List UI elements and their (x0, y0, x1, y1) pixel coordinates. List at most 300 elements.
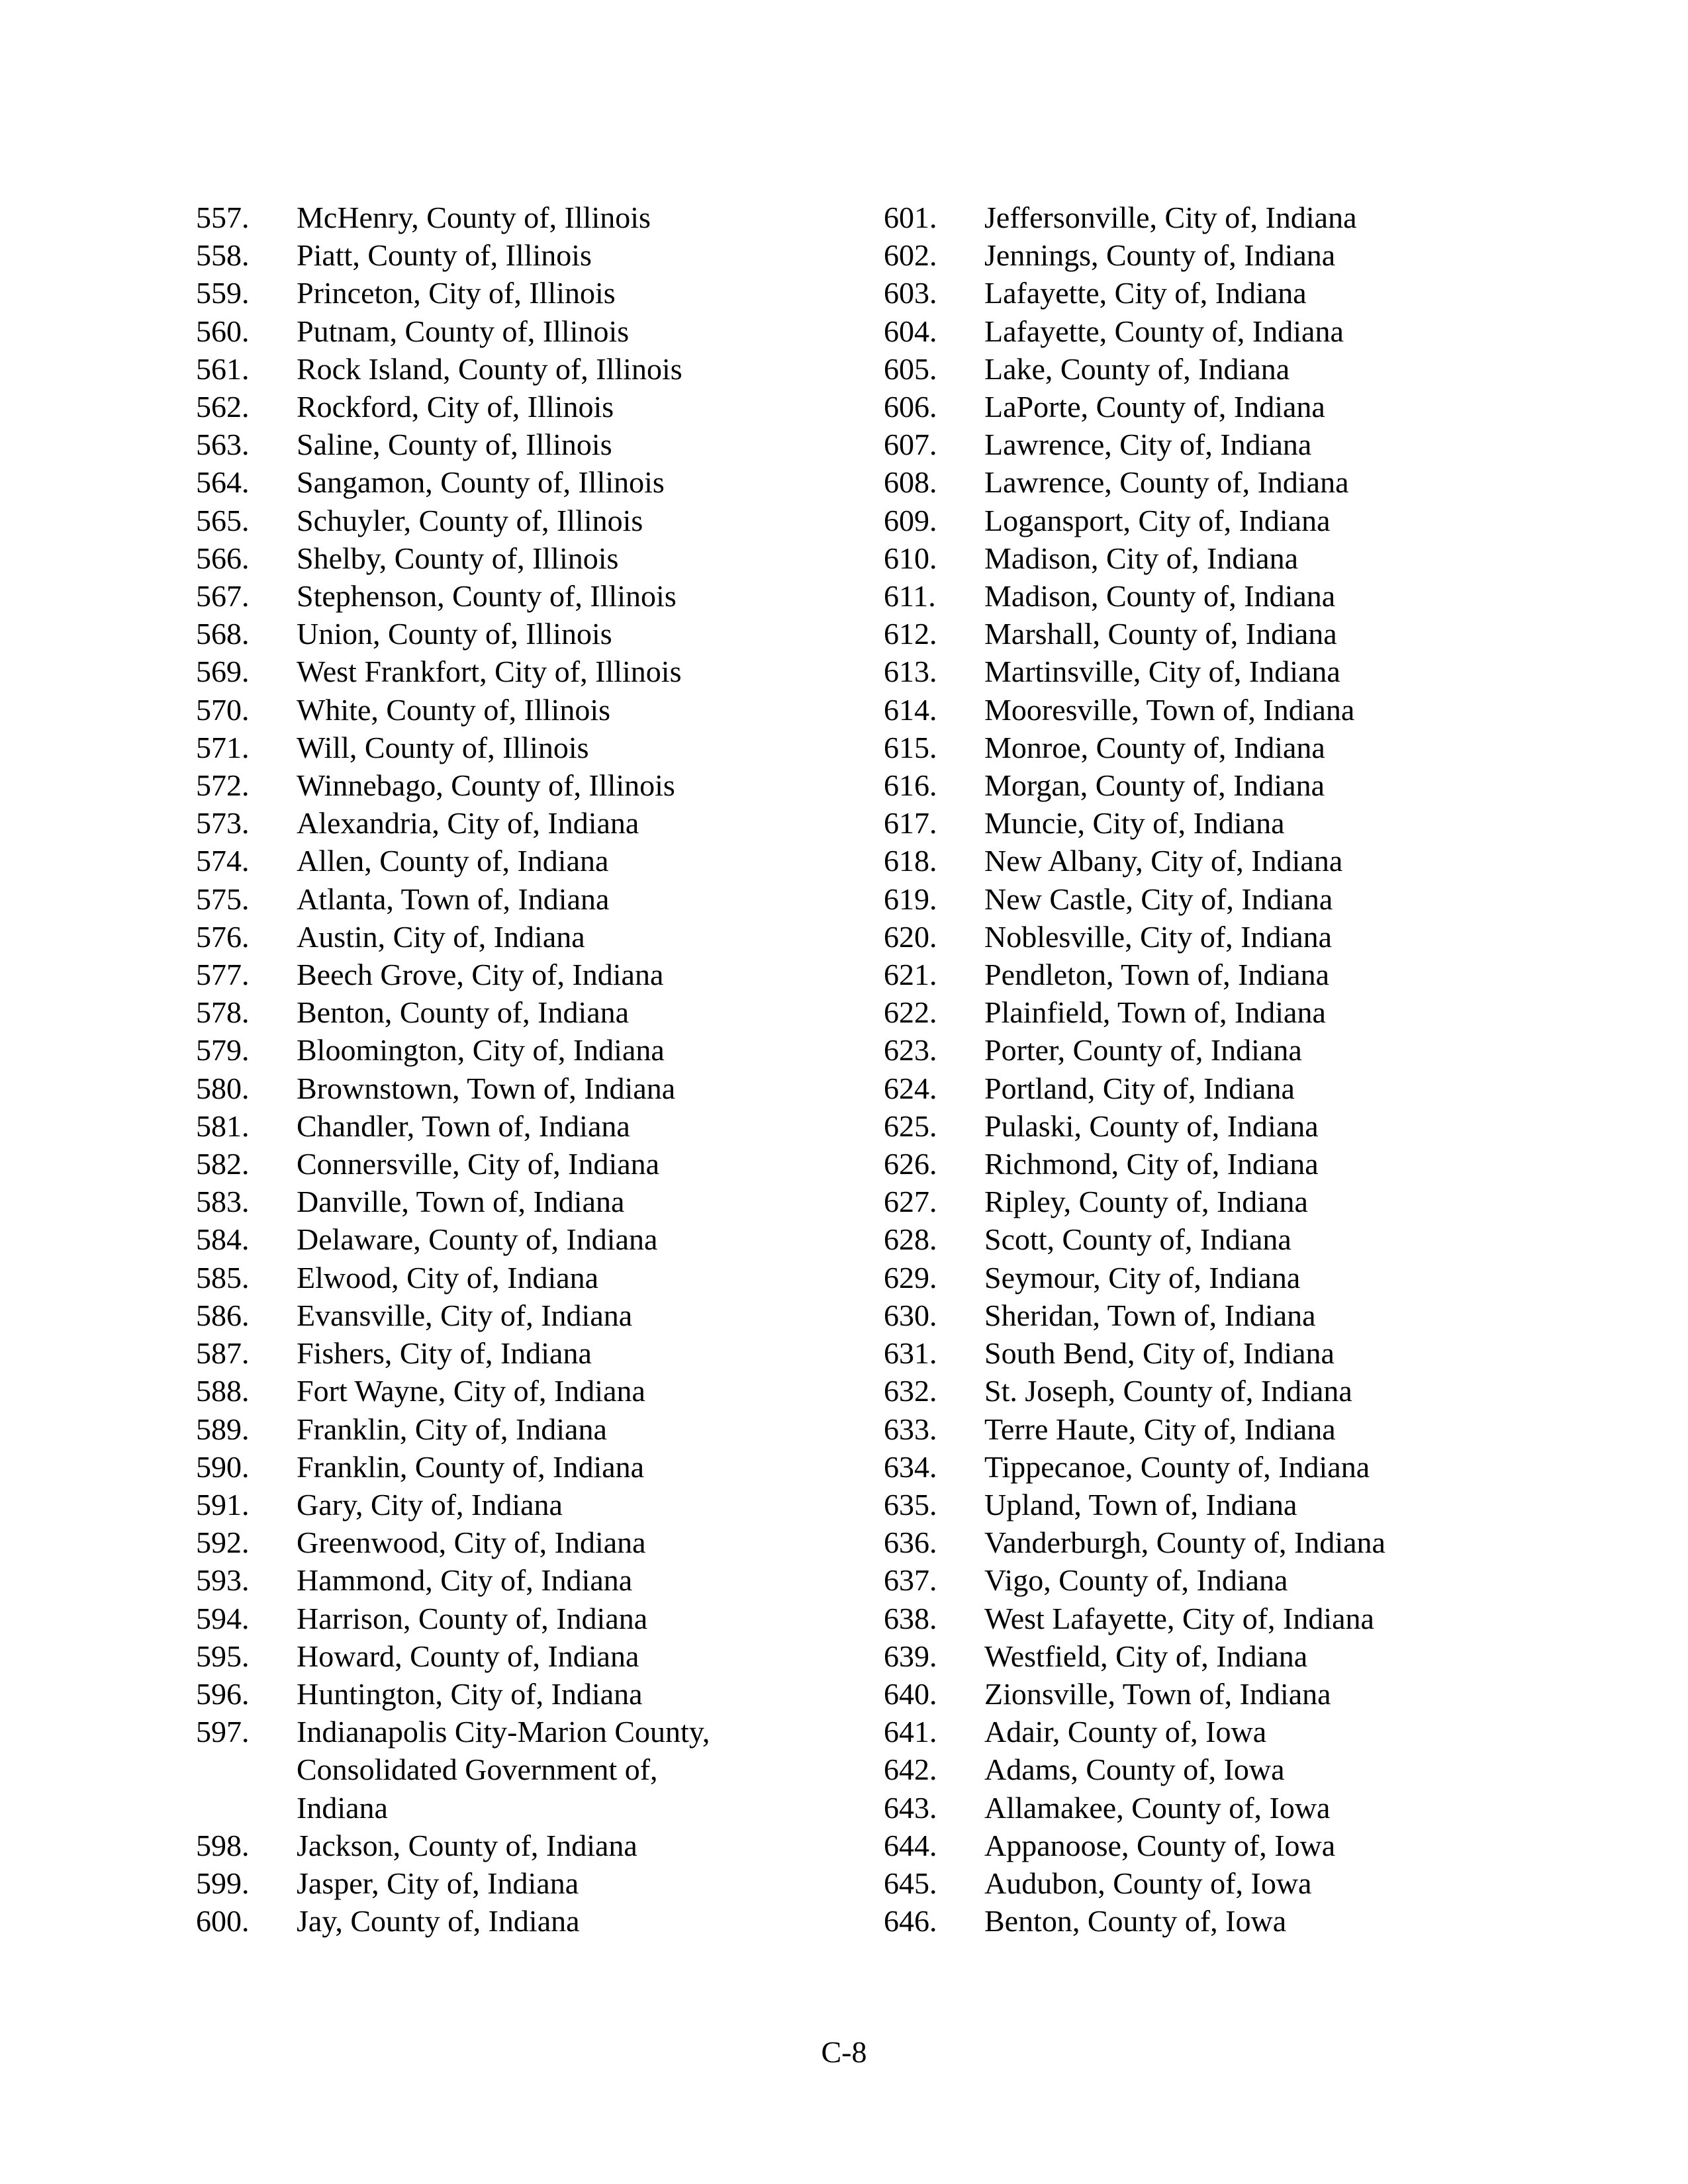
item-name-line: Porter, County of, Indiana (984, 1033, 1302, 1068)
list-item (196, 842, 858, 880)
item-number: 598. (196, 1828, 250, 1862)
item-number: 562. (196, 390, 250, 424)
list-item (884, 539, 1546, 577)
list-item (884, 1675, 1546, 1713)
item-name (297, 1259, 598, 1297)
item-name (984, 956, 1329, 993)
item-number: 570. (196, 692, 250, 727)
item-name (297, 577, 677, 615)
item-name-line: Franklin, County of, Indiana (297, 1449, 645, 1484)
item-number: 597. (196, 1715, 250, 1749)
list-item (196, 1069, 858, 1107)
item-name (297, 1637, 639, 1675)
item-name (984, 199, 1357, 236)
list-item (884, 1448, 1546, 1486)
item-name-line: Jackson, County of, Indiana (297, 1828, 637, 1862)
item-name (984, 1069, 1295, 1107)
item-number: 624. (884, 1071, 937, 1105)
list-item (884, 615, 1546, 653)
item-number: 563. (196, 428, 250, 462)
item-name-line: Jasper, City of, Indiana (297, 1866, 579, 1900)
item-name-line: Alexandria, City of, Indiana (297, 806, 639, 841)
list-item (196, 1297, 858, 1334)
item-name-line: Morgan, County of, Indiana (984, 768, 1325, 803)
list-item (196, 1600, 858, 1637)
item-name (297, 539, 618, 577)
item-name-line: Adair, County of, Iowa (984, 1715, 1267, 1749)
item-name (297, 1183, 624, 1220)
item-name (984, 1524, 1385, 1561)
item-number: 627. (884, 1185, 937, 1219)
list-item (884, 1372, 1546, 1410)
item-name (984, 312, 1344, 350)
item-number: 575. (196, 882, 250, 916)
item-number: 632. (884, 1374, 937, 1408)
item-name (984, 350, 1289, 388)
item-name-line: Princeton, City of, Illinois (297, 276, 616, 310)
item-number: 607. (884, 428, 937, 462)
item-number: 642. (884, 1752, 937, 1787)
item-number: 582. (196, 1147, 250, 1181)
list-item (884, 1524, 1546, 1561)
list-item (884, 766, 1546, 804)
item-name (984, 1675, 1331, 1713)
list-item (196, 199, 858, 236)
item-name-line: Beech Grove, City of, Indiana (297, 958, 664, 992)
item-name (297, 1486, 563, 1524)
list-item (196, 1334, 858, 1372)
list-item (196, 577, 858, 615)
item-name (297, 388, 614, 426)
item-number: 602. (884, 238, 937, 273)
list-item (884, 842, 1546, 880)
item-number: 621. (884, 958, 937, 992)
item-name-line: Indianapolis City-Marion County, (297, 1715, 710, 1749)
item-name-line: Evansville, City of, Indiana (297, 1298, 633, 1332)
item-number: 638. (884, 1601, 937, 1635)
item-number: 640. (884, 1676, 937, 1711)
list-item (884, 653, 1546, 690)
item-name (297, 1600, 647, 1637)
list-item (884, 577, 1546, 615)
page-number: C-8 (821, 2035, 867, 2069)
item-name-line: Muncie, City of, Indiana (984, 806, 1285, 841)
item-name (297, 1372, 645, 1410)
item-name (984, 653, 1340, 690)
item-number: 639. (884, 1639, 937, 1673)
item-name-line: Shelby, County of, Illinois (297, 541, 619, 575)
item-name-line: Piatt, County of, Illinois (297, 238, 592, 273)
item-name-line: LaPorte, County of, Indiana (984, 390, 1325, 424)
item-name-line: Stephenson, County of, Illinois (297, 579, 677, 614)
item-number: 611. (884, 579, 936, 614)
item-name-line: Fort Wayne, City of, Indiana (297, 1374, 645, 1408)
list-item (884, 1827, 1546, 1864)
item-name (297, 1827, 637, 1864)
item-name (984, 577, 1335, 615)
item-name (297, 729, 589, 766)
item-number: 601. (884, 201, 937, 234)
item-name (984, 1561, 1288, 1599)
item-name (297, 502, 643, 539)
item-name-line: Martinsville, City of, Indiana (984, 655, 1340, 689)
item-name-line: Delaware, County of, Indiana (297, 1222, 658, 1257)
item-name-line: Westfield, City of, Indiana (984, 1639, 1308, 1673)
item-name-line: West Lafayette, City of, Indiana (984, 1601, 1374, 1635)
list-item (884, 1864, 1546, 1902)
item-number: 583. (196, 1185, 250, 1219)
list-item (884, 804, 1546, 842)
item-name (984, 1902, 1286, 1940)
item-name (984, 274, 1307, 312)
item-name (297, 918, 585, 956)
list-item (196, 426, 858, 463)
item-name (984, 918, 1332, 956)
item-number: 561. (196, 351, 250, 386)
list-item (884, 1031, 1546, 1069)
item-number: 620. (884, 919, 937, 954)
item-name (297, 1410, 607, 1448)
list-item (884, 426, 1546, 463)
item-name (984, 236, 1335, 274)
item-name (297, 274, 616, 312)
list-item (196, 388, 858, 426)
list-item (196, 653, 858, 690)
item-name-line: Allamakee, County of, Iowa (984, 1790, 1331, 1825)
item-name-line: Connersville, City of, Indiana (297, 1147, 660, 1181)
item-number: 629. (884, 1260, 937, 1295)
item-name-line: Rockford, City of, Illinois (297, 390, 614, 424)
item-name (984, 1486, 1297, 1524)
item-number: 608. (884, 465, 937, 500)
list-item (884, 1410, 1546, 1448)
item-name-line: Terre Haute, City of, Indiana (984, 1412, 1336, 1446)
item-number: 573. (196, 806, 250, 841)
item-name-line: Sheridan, Town of, Indiana (984, 1298, 1316, 1332)
item-name-line: Putnam, County of, Illinois (297, 314, 630, 348)
item-name (297, 1864, 579, 1902)
list-item (196, 350, 858, 388)
item-number: 634. (884, 1449, 937, 1484)
item-name (297, 1334, 592, 1372)
item-name-line: Lafayette, City of, Indiana (984, 276, 1307, 310)
list-item (884, 691, 1546, 729)
item-name (297, 1145, 659, 1183)
item-name-line: Lawrence, County of, Indiana (984, 465, 1349, 500)
item-number: 626. (884, 1147, 937, 1181)
item-name-line: West Frankfort, City of, Illinois (297, 655, 682, 689)
item-name-line: Allen, County of, Indiana (297, 844, 609, 878)
item-number: 645. (884, 1866, 937, 1900)
item-number: 612. (884, 617, 937, 651)
item-name-line: Lawrence, City of, Indiana (984, 428, 1312, 462)
list-item (196, 1410, 858, 1448)
item-number: 600. (196, 1904, 250, 1938)
item-number: 610. (884, 541, 937, 575)
list-item (884, 1297, 1546, 1334)
item-name-line: Hammond, City of, Indiana (297, 1563, 633, 1598)
item-number: 572. (196, 768, 250, 803)
item-name-line: Portland, City of, Indiana (984, 1071, 1295, 1105)
item-name-line: Fishers, City of, Indiana (297, 1336, 592, 1371)
list-item (884, 1637, 1546, 1675)
item-name (984, 615, 1337, 653)
item-name (297, 199, 651, 236)
item-number: 623. (884, 1033, 937, 1068)
list-item (884, 502, 1546, 539)
item-name (297, 691, 610, 729)
list-item (196, 1031, 858, 1069)
list-item (196, 502, 858, 539)
list-item (196, 539, 858, 577)
item-number: 604. (884, 314, 937, 348)
list-item (196, 1864, 858, 1902)
item-number: 574. (196, 844, 250, 878)
item-name (297, 1107, 630, 1145)
item-name (984, 539, 1298, 577)
item-name (297, 615, 612, 653)
list-item (196, 463, 858, 501)
item-name-line: Union, County of, Illinois (297, 617, 612, 651)
item-number: 581. (196, 1109, 250, 1143)
item-number: 605. (884, 351, 937, 386)
item-name-line: Consolidated Government of, (297, 1752, 658, 1787)
item-name-line: South Bend, City of, Indiana (984, 1336, 1335, 1371)
item-name-line: Brownstown, Town of, Indiana (297, 1071, 676, 1105)
item-number: 644. (884, 1828, 937, 1862)
list-item (884, 1069, 1546, 1107)
item-number: 558. (196, 238, 250, 273)
item-name (984, 1334, 1335, 1372)
item-name (297, 1713, 710, 1827)
item-name-line: Will, County of, Illinois (297, 730, 589, 764)
item-name-line: Adams, County of, Iowa (984, 1752, 1285, 1787)
list-item (884, 918, 1546, 956)
list-item (884, 1334, 1546, 1372)
list-item (196, 1220, 858, 1258)
item-name-line: Appanoose, County of, Iowa (984, 1828, 1336, 1862)
list-item (884, 880, 1546, 918)
item-name-line: Plainfield, Town of, Indiana (984, 995, 1326, 1030)
item-name-line: Franklin, City of, Indiana (297, 1412, 607, 1446)
list-item (196, 729, 858, 766)
item-name-line: Bloomington, City of, Indiana (297, 1033, 665, 1068)
item-name-line: Danville, Town of, Indiana (297, 1185, 625, 1219)
list-item (884, 1183, 1546, 1220)
item-name (297, 842, 608, 880)
item-name (297, 880, 609, 918)
list-item (884, 199, 1546, 236)
item-number: 586. (196, 1298, 250, 1332)
item-name-line: New Castle, City of, Indiana (984, 882, 1333, 916)
list-item (884, 1902, 1546, 1940)
item-name-line: Saline, County of, Illinois (297, 428, 612, 462)
list-item (196, 1902, 858, 1940)
item-name-line: Ripley, County of, Indiana (984, 1185, 1308, 1219)
list-item (196, 956, 858, 993)
item-number: 571. (196, 730, 250, 764)
list-item (884, 729, 1546, 766)
item-name-line: Harrison, County of, Indiana (297, 1601, 648, 1635)
item-number: 578. (196, 995, 250, 1030)
list-item (196, 1713, 858, 1827)
list-item (196, 1259, 858, 1297)
item-name-line: Madison, County of, Indiana (984, 579, 1336, 614)
list-item (884, 1561, 1546, 1599)
item-number: 617. (884, 806, 937, 841)
item-number: 595. (196, 1639, 250, 1673)
item-name (984, 804, 1285, 842)
list-item (884, 350, 1546, 388)
item-name (984, 766, 1325, 804)
item-number: 568. (196, 617, 250, 651)
item-name (297, 1448, 644, 1486)
item-name (984, 1372, 1352, 1410)
item-name (297, 426, 612, 463)
item-name-line: Marshall, County of, Indiana (984, 617, 1337, 651)
item-number: 569. (196, 655, 250, 689)
item-name (297, 1561, 632, 1599)
item-name-line: Richmond, City of, Indiana (984, 1147, 1319, 1181)
item-name-line: Vanderburgh, County of, Indiana (984, 1525, 1385, 1560)
item-name (297, 1675, 643, 1713)
item-name-line: Benton, County of, Indiana (297, 995, 630, 1030)
item-name-line: Benton, County of, Iowa (984, 1904, 1287, 1938)
item-name (297, 1297, 632, 1334)
item-number: 592. (196, 1525, 250, 1560)
item-number: 557. (196, 201, 250, 234)
item-name (984, 1031, 1302, 1069)
list-item (884, 1751, 1546, 1788)
item-name (297, 1069, 675, 1107)
item-name (984, 426, 1311, 463)
item-name (984, 1145, 1319, 1183)
item-name-line: Howard, County of, Indiana (297, 1639, 639, 1673)
item-number: 596. (196, 1676, 250, 1711)
item-number: 577. (196, 958, 250, 992)
list-item (196, 1524, 858, 1561)
item-name (297, 236, 592, 274)
list-item (884, 956, 1546, 993)
list-item (884, 463, 1546, 501)
right-column-list (884, 199, 1546, 1940)
item-name (984, 1864, 1311, 1902)
item-name-line: Vigo, County of, Indiana (984, 1563, 1288, 1598)
item-number: 594. (196, 1601, 250, 1635)
list-item (884, 993, 1546, 1031)
item-name-line: Jennings, County of, Indiana (984, 238, 1336, 273)
list-item (196, 918, 858, 956)
item-name (984, 1107, 1319, 1145)
item-name (984, 1789, 1330, 1827)
list-item (884, 1259, 1546, 1297)
item-number: 616. (884, 768, 937, 803)
item-name-line: McHenry, County of, Illinois (297, 201, 651, 234)
item-name-line: Gary, City of, Indiana (297, 1487, 563, 1522)
list-item (196, 236, 858, 274)
item-number: 606. (884, 390, 937, 424)
list-item (196, 1145, 858, 1183)
item-name-line: Seymour, City of, Indiana (984, 1260, 1301, 1295)
item-name-line: Monroe, County of, Indiana (984, 730, 1325, 764)
item-name-line: Zionsville, Town of, Indiana (984, 1676, 1331, 1711)
list-item (196, 1107, 858, 1145)
item-name (984, 729, 1325, 766)
item-number: 643. (884, 1790, 937, 1825)
item-name-line: Scott, County of, Indiana (984, 1222, 1291, 1257)
item-name-line: Upland, Town of, Indiana (984, 1487, 1297, 1522)
list-item (884, 312, 1546, 350)
item-name-line: Greenwood, City of, Indiana (297, 1525, 646, 1560)
item-name (984, 1827, 1335, 1864)
item-name (984, 1297, 1316, 1334)
item-number: 631. (884, 1336, 937, 1371)
item-name-line: Indiana (297, 1790, 388, 1825)
item-number: 576. (196, 919, 250, 954)
item-name (984, 1259, 1300, 1297)
item-name-line: Winnebago, County of, Illinois (297, 768, 675, 803)
item-number: 587. (196, 1336, 250, 1371)
item-name-line: Jay, County of, Indiana (297, 1904, 580, 1938)
item-name (984, 1600, 1374, 1637)
item-name (297, 1902, 580, 1940)
item-number: 565. (196, 503, 250, 537)
item-number: 646. (884, 1904, 937, 1938)
item-name (984, 463, 1349, 501)
list-item (884, 274, 1546, 312)
item-number: 622. (884, 995, 937, 1030)
list-item (196, 312, 858, 350)
item-name (297, 653, 681, 690)
item-name-line: Pulaski, County of, Indiana (984, 1109, 1319, 1143)
item-number: 618. (884, 844, 937, 878)
item-name-line: Madison, City of, Indiana (984, 541, 1298, 575)
item-number: 625. (884, 1109, 937, 1143)
list-item (196, 1486, 858, 1524)
list-item (884, 1486, 1546, 1524)
list-item (196, 804, 858, 842)
list-item (884, 236, 1546, 274)
item-name-line: Lafayette, County of, Indiana (984, 314, 1344, 348)
item-name-line: Sangamon, County of, Illinois (297, 465, 665, 500)
item-number: 559. (196, 276, 250, 310)
item-number: 593. (196, 1563, 250, 1598)
item-number: 635. (884, 1487, 937, 1522)
item-number: 603. (884, 276, 937, 310)
list-item (884, 1107, 1546, 1145)
item-name (984, 1637, 1307, 1675)
item-number: 641. (884, 1715, 937, 1749)
item-name (984, 1410, 1336, 1448)
item-number: 628. (884, 1222, 937, 1257)
list-item (196, 1675, 858, 1713)
item-name (297, 956, 663, 993)
item-number: 615. (884, 730, 937, 764)
item-number: 599. (196, 1866, 250, 1900)
item-name (984, 1183, 1308, 1220)
list-item (884, 1600, 1546, 1637)
item-number: 564. (196, 465, 250, 500)
item-name (984, 502, 1331, 539)
item-name (984, 691, 1354, 729)
item-name-line: Pendleton, Town of, Indiana (984, 958, 1330, 992)
item-name (297, 312, 629, 350)
item-name-line: Logansport, City of, Indiana (984, 503, 1331, 537)
item-name-line: Jeffersonville, City of, Indiana (984, 201, 1357, 234)
item-name (297, 1031, 665, 1069)
item-name (984, 880, 1333, 918)
item-name (984, 1751, 1285, 1788)
